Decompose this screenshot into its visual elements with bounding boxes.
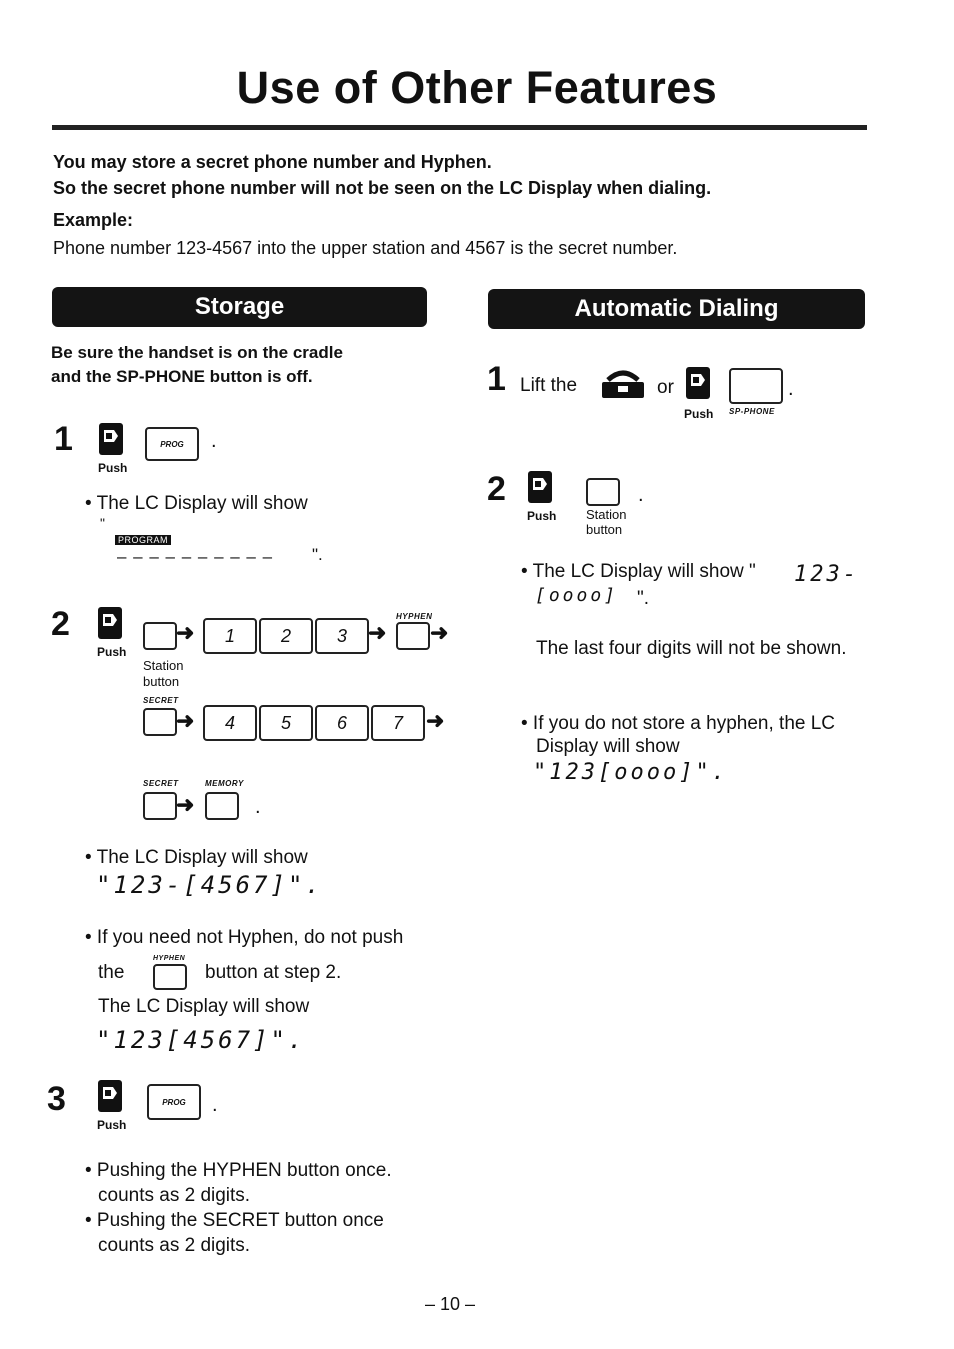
intro-line-1: You may store a secret phone number and Hyphen. [53,152,492,172]
period: . [255,796,261,818]
dialing-step-1-number: 1 [487,360,506,398]
secret-button[interactable] [143,792,177,820]
push-label: Push [684,407,714,421]
step3-note-2a: • Pushing the SECRET button once [85,1210,384,1231]
storage-step-1-number: 1 [54,420,73,458]
arrow-icon: ➜ [176,792,195,817]
lift-the: Lift the [520,375,578,396]
step3-note-2b: counts as 2 digits. [98,1235,251,1256]
arrow-icon: ➜ [176,620,195,645]
prog-key[interactable]: PROG [145,427,199,461]
button-at-step: button at step 2. [205,962,342,983]
storage-note-2: and the SP-PHONE button is off. [51,367,313,386]
storage-step2-bullet1: • The LC Display will show [85,847,308,868]
period: . [211,430,217,452]
dialing-step2-bullet2b: Display will show [536,736,680,757]
page-title: Use of Other Features [236,62,718,113]
period: . [212,1094,218,1116]
key-1[interactable]: 1 [203,618,257,654]
hyphen-button[interactable] [153,964,187,990]
period: . [638,484,644,506]
station-button[interactable] [586,478,620,506]
finger-push-icon [685,366,711,400]
push-label: Push [527,509,557,523]
lcd-readout-part2: [oooo] [535,585,619,606]
example-label: Example: [53,210,134,230]
dialing-step-2-number: 2 [487,470,506,508]
arrow-icon: ➜ [430,620,449,645]
finger-push-icon [97,1079,123,1113]
secret-label: SECRET [143,696,179,705]
finger-push-icon [97,606,123,640]
title-rule [52,125,867,130]
storage-note-1: Be sure the handset is on the cradle [51,343,343,362]
automatic-dialing-header: Automatic Dialing [488,289,865,329]
or-label: or [657,377,674,398]
lcd-program-label: PROGRAM [115,535,171,545]
sp-phone-label: SP-PHONE [729,407,775,416]
lcd-readout-part1: 123- [794,562,859,587]
arrow-icon: ➜ [426,708,445,733]
key-5[interactable]: 5 [259,705,313,741]
the-label: the [98,962,125,983]
push-label: Push [97,1118,127,1132]
storage-step-2-number: 2 [51,605,70,643]
lcd-readout-no-hyphen: "123[4567]". [96,1026,306,1054]
key-2[interactable]: 2 [259,618,313,654]
storage-step-3-number: 3 [47,1080,66,1118]
button-label: button [586,522,623,537]
finger-push-icon [527,470,553,504]
finger-push-icon [98,422,124,456]
storage-step2-bullet2: • If you need not Hyphen, do not push [85,927,404,948]
hyphen-label: HYPHEN [396,612,433,621]
lcd-dashes: – – – – – – – – – – [117,547,274,566]
hyphen-label: HYPHEN [153,955,186,962]
quote-close: ". [312,545,323,564]
memory-label: MEMORY [205,779,244,788]
lcd-readout-no-hyphen: "123[oooo]". [533,760,728,785]
secret-button[interactable] [143,708,177,736]
step3-note-1b: counts as 2 digits. [98,1185,251,1206]
key-4[interactable]: 4 [203,705,257,741]
key-7[interactable]: 7 [371,705,425,741]
secret-label: SECRET [143,779,179,788]
page-number: – 10 – [424,1294,476,1314]
station-button[interactable] [143,622,177,650]
memory-button[interactable] [205,792,239,820]
hyphen-button[interactable] [396,622,430,650]
button-label: button [143,674,180,689]
dialing-step2-bullet1: • The LC Display will show " [521,561,756,582]
quote-open: " [100,515,105,531]
prog-key[interactable]: PROG [147,1084,201,1120]
step3-note-1a: • Pushing the HYPHEN button once. [85,1160,392,1181]
dialing-step2-bullet2a: • If you do not store a hyphen, the LC [521,713,836,734]
lcd-close-quote: ". [637,588,650,609]
lcd-will-show: The LC Display will show [98,996,310,1017]
example-text: Phone number 123-4567 into the upper station and 4567 is the secret number. [53,238,678,258]
period: . [788,378,794,400]
intro-line-2: So the secret phone number will not be seen on the LC Display when dialing. [53,178,712,198]
push-label: Push [97,645,127,659]
key-6[interactable]: 6 [315,705,369,741]
push-label: Push [98,461,128,475]
sp-phone-button[interactable] [729,368,783,404]
station-label: Station [143,658,184,673]
storage-header: Storage [52,287,427,327]
last-four-digits-note: The last four digits will not be shown. [536,638,847,659]
storage-step1-bullet: • The LC Display will show [85,493,308,514]
arrow-icon: ➜ [176,708,195,733]
arrow-icon: ➜ [368,620,387,645]
key-3[interactable]: 3 [315,618,369,654]
station-label: Station [586,507,627,522]
handset-icon [600,368,646,400]
lcd-readout-with-hyphen: "123-[4567]". [96,871,323,899]
